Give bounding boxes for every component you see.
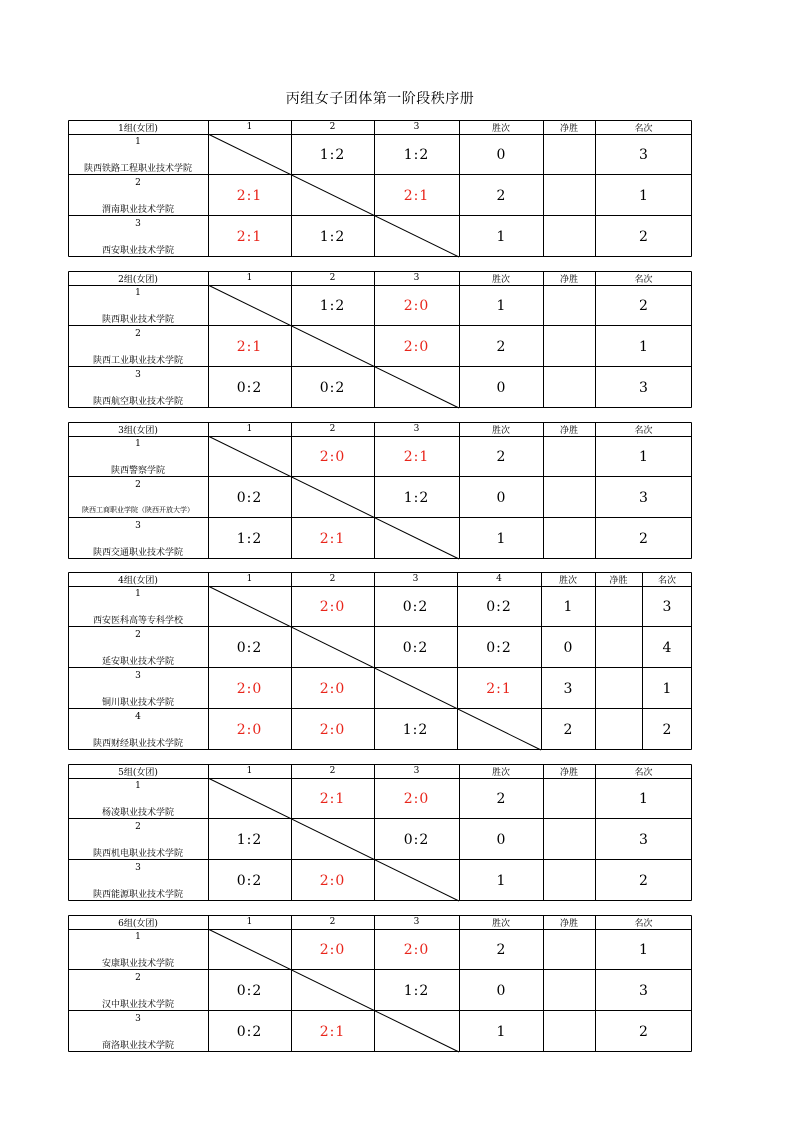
match-score: 2:1 bbox=[319, 530, 346, 547]
match-score: 2:1 bbox=[319, 1023, 346, 1040]
column-header: 1 bbox=[246, 917, 253, 927]
wins-count: 0 bbox=[496, 379, 506, 396]
column-header: 1 bbox=[246, 122, 253, 132]
match-score: 0:2 bbox=[236, 379, 263, 396]
team-number: 1 bbox=[135, 589, 141, 599]
net-wins bbox=[543, 436, 595, 477]
match-score: 2:0 bbox=[236, 721, 263, 738]
match-score: 0:2 bbox=[402, 598, 429, 615]
match-score: 2:0 bbox=[319, 448, 346, 465]
match-score: 1:2 bbox=[319, 297, 346, 314]
column-header: 3 bbox=[413, 424, 420, 434]
team-name: 陕西工商职业学院（陕西开放大学） bbox=[82, 506, 194, 514]
column-header: 名次 bbox=[657, 575, 676, 586]
team-name: 陕西交通职业技术学院 bbox=[92, 547, 183, 558]
column-header: 3 bbox=[413, 273, 420, 283]
group-table bbox=[68, 764, 692, 901]
column-header: 2 bbox=[329, 273, 336, 283]
net-wins bbox=[543, 518, 595, 559]
column-header: 胜次 bbox=[491, 425, 510, 436]
column-header: 2 bbox=[329, 917, 336, 927]
team-number: 2 bbox=[135, 822, 141, 832]
group-table bbox=[68, 572, 692, 750]
match-score: 0:2 bbox=[236, 1023, 263, 1040]
team-name: 西安职业技术学院 bbox=[101, 245, 174, 256]
column-header: 净胜 bbox=[559, 767, 578, 778]
team-name: 延安职业技术学院 bbox=[101, 656, 174, 667]
net-wins bbox=[595, 627, 642, 668]
match-score: 2:1 bbox=[236, 228, 263, 245]
net-wins bbox=[543, 1011, 595, 1052]
team-name: 陕西铁路工程职业技术学院 bbox=[83, 163, 192, 174]
column-header: 名次 bbox=[634, 123, 653, 134]
match-score: 1:2 bbox=[402, 721, 429, 738]
column-header: 净胜 bbox=[609, 575, 628, 586]
team-number: 2 bbox=[135, 630, 141, 640]
wins-count: 3 bbox=[563, 680, 573, 697]
match-score: 2:0 bbox=[236, 680, 263, 697]
net-wins bbox=[543, 929, 595, 970]
group-label: 5组(女团) bbox=[118, 767, 158, 778]
team-name: 陕西航空职业技术学院 bbox=[92, 396, 183, 407]
match-score: 2:0 bbox=[403, 338, 430, 355]
team-number: 1 bbox=[135, 288, 141, 298]
group-table bbox=[68, 422, 692, 559]
team-name: 陕西职业技术学院 bbox=[101, 314, 174, 325]
match-score: 0:2 bbox=[236, 872, 263, 889]
team-name: 铜川职业技术学院 bbox=[101, 697, 174, 708]
wins-count: 1 bbox=[496, 297, 506, 314]
column-header: 1 bbox=[246, 424, 253, 434]
match-score: 2:0 bbox=[319, 598, 346, 615]
group-label: 4组(女团) bbox=[118, 575, 158, 586]
group-label: 6组(女团) bbox=[118, 918, 158, 929]
team-rank: 1 bbox=[639, 448, 648, 465]
team-number: 2 bbox=[135, 329, 141, 339]
column-header: 1 bbox=[246, 766, 253, 776]
column-header: 胜次 bbox=[491, 918, 510, 929]
match-score: 2:1 bbox=[319, 790, 346, 807]
team-number: 2 bbox=[135, 973, 141, 983]
wins-count: 0 bbox=[496, 489, 506, 506]
net-wins bbox=[543, 134, 595, 175]
column-header: 2 bbox=[329, 574, 336, 584]
match-score: 1:2 bbox=[319, 228, 346, 245]
team-number: 1 bbox=[135, 781, 141, 791]
column-header: 名次 bbox=[634, 425, 653, 436]
team-name: 汉中职业技术学院 bbox=[101, 999, 174, 1010]
match-score: 1:2 bbox=[403, 982, 430, 999]
team-rank: 3 bbox=[662, 598, 672, 615]
wins-count: 1 bbox=[563, 598, 573, 615]
match-score: 2:1 bbox=[486, 680, 512, 697]
match-score: 2:0 bbox=[319, 680, 346, 697]
match-score: 2:1 bbox=[403, 187, 430, 204]
team-number: 1 bbox=[135, 439, 141, 449]
match-score: 0:2 bbox=[236, 639, 263, 656]
team-name: 商洛职业技术学院 bbox=[101, 1040, 174, 1051]
wins-count: 2 bbox=[496, 338, 506, 355]
column-header: 1 bbox=[246, 273, 253, 283]
team-rank: 2 bbox=[639, 872, 648, 889]
team-rank: 1 bbox=[639, 187, 648, 204]
match-score: 0:2 bbox=[486, 639, 512, 656]
team-name: 安康职业技术学院 bbox=[101, 958, 174, 969]
net-wins bbox=[543, 285, 595, 326]
wins-count: 2 bbox=[563, 721, 573, 738]
team-rank: 1 bbox=[639, 941, 648, 958]
team-rank: 3 bbox=[639, 379, 648, 396]
net-wins bbox=[543, 860, 595, 901]
column-header: 4 bbox=[496, 574, 502, 584]
team-rank: 2 bbox=[639, 228, 648, 245]
match-score: 2:1 bbox=[236, 338, 263, 355]
team-number: 3 bbox=[135, 370, 141, 380]
group-table bbox=[68, 271, 692, 408]
wins-count: 1 bbox=[496, 530, 506, 547]
column-header: 3 bbox=[412, 574, 419, 584]
team-number: 1 bbox=[135, 137, 141, 147]
team-rank: 3 bbox=[639, 982, 648, 999]
net-wins bbox=[543, 778, 595, 819]
match-score: 2:0 bbox=[403, 941, 430, 958]
column-header: 名次 bbox=[634, 767, 653, 778]
team-rank: 2 bbox=[639, 1023, 648, 1040]
match-score: 2:0 bbox=[319, 872, 346, 889]
match-score: 2:0 bbox=[319, 941, 346, 958]
match-score: 1:2 bbox=[403, 146, 430, 163]
group-table bbox=[68, 915, 692, 1052]
match-score: 2:0 bbox=[403, 297, 430, 314]
group-table bbox=[68, 120, 692, 257]
wins-count: 1 bbox=[496, 228, 506, 245]
match-score: 0:2 bbox=[402, 639, 429, 656]
team-rank: 3 bbox=[639, 489, 648, 506]
net-wins bbox=[543, 367, 595, 408]
column-header: 名次 bbox=[634, 274, 653, 285]
wins-count: 2 bbox=[496, 790, 506, 807]
column-header: 胜次 bbox=[558, 575, 577, 586]
team-rank: 2 bbox=[639, 297, 648, 314]
column-header: 净胜 bbox=[559, 274, 578, 285]
team-number: 2 bbox=[135, 178, 141, 188]
team-number: 4 bbox=[135, 712, 141, 722]
team-number: 1 bbox=[135, 932, 141, 942]
wins-count: 0 bbox=[563, 639, 573, 656]
team-name: 陕西机电职业技术学院 bbox=[92, 848, 183, 859]
team-name: 渭南职业技术学院 bbox=[101, 204, 174, 215]
column-header: 名次 bbox=[634, 918, 653, 929]
wins-count: 0 bbox=[496, 146, 506, 163]
match-score: 1:2 bbox=[319, 146, 346, 163]
team-rank: 2 bbox=[662, 721, 672, 738]
team-name: 西安医科高等专科学校 bbox=[92, 615, 183, 626]
net-wins bbox=[595, 668, 642, 709]
match-score: 1:2 bbox=[236, 530, 263, 547]
team-number: 2 bbox=[135, 480, 141, 490]
team-rank: 1 bbox=[639, 790, 648, 807]
team-rank: 4 bbox=[662, 639, 672, 656]
column-header: 净胜 bbox=[559, 123, 578, 134]
group-label: 3组(女团) bbox=[118, 425, 158, 436]
column-header: 2 bbox=[329, 122, 336, 132]
column-header: 胜次 bbox=[491, 767, 510, 778]
match-score: 2:1 bbox=[236, 187, 263, 204]
net-wins bbox=[543, 175, 595, 216]
wins-count: 2 bbox=[496, 448, 506, 465]
column-header: 2 bbox=[329, 766, 336, 776]
wins-count: 1 bbox=[496, 872, 506, 889]
match-score: 2:0 bbox=[403, 790, 430, 807]
net-wins bbox=[595, 586, 642, 627]
column-header: 净胜 bbox=[559, 425, 578, 436]
team-number: 3 bbox=[135, 219, 141, 229]
column-header: 1 bbox=[246, 574, 253, 584]
column-header: 3 bbox=[413, 917, 420, 927]
net-wins bbox=[543, 326, 595, 367]
match-score: 1:2 bbox=[236, 831, 263, 848]
wins-count: 1 bbox=[496, 1023, 506, 1040]
net-wins bbox=[543, 970, 595, 1011]
team-rank: 2 bbox=[639, 530, 648, 547]
net-wins bbox=[543, 819, 595, 860]
team-name: 陕西警察学院 bbox=[110, 465, 165, 476]
match-score: 0:2 bbox=[486, 598, 512, 615]
match-score: 0:2 bbox=[319, 379, 346, 396]
match-score: 0:2 bbox=[236, 982, 263, 999]
wins-count: 2 bbox=[496, 941, 506, 958]
team-rank: 3 bbox=[639, 831, 648, 848]
net-wins bbox=[543, 216, 595, 257]
column-header: 净胜 bbox=[559, 918, 578, 929]
net-wins bbox=[595, 709, 642, 750]
match-score: 0:2 bbox=[403, 831, 430, 848]
page-title: 丙组女子团体第一阶段秩序册 bbox=[285, 91, 475, 107]
team-rank: 1 bbox=[662, 680, 672, 697]
team-rank: 3 bbox=[639, 146, 648, 163]
column-header: 胜次 bbox=[491, 274, 510, 285]
team-name: 杨凌职业技术学院 bbox=[101, 807, 174, 818]
team-number: 3 bbox=[135, 863, 141, 873]
group-label: 1组(女团) bbox=[118, 123, 158, 134]
column-header: 2 bbox=[329, 424, 336, 434]
team-number: 3 bbox=[135, 521, 141, 531]
column-header: 3 bbox=[413, 766, 420, 776]
column-header: 3 bbox=[413, 122, 420, 132]
wins-count: 0 bbox=[496, 831, 506, 848]
team-rank: 1 bbox=[639, 338, 648, 355]
team-number: 3 bbox=[135, 1014, 141, 1024]
group-label: 2组(女团) bbox=[118, 274, 158, 285]
net-wins bbox=[543, 477, 595, 518]
match-score: 2:1 bbox=[403, 448, 430, 465]
team-name: 陕西工业职业技术学院 bbox=[92, 355, 183, 366]
team-name: 陕西财经职业技术学院 bbox=[92, 738, 183, 749]
match-score: 1:2 bbox=[403, 489, 430, 506]
match-score: 0:2 bbox=[236, 489, 263, 506]
match-score: 2:0 bbox=[319, 721, 346, 738]
team-number: 3 bbox=[135, 671, 141, 681]
column-header: 胜次 bbox=[491, 123, 510, 134]
wins-count: 2 bbox=[496, 187, 506, 204]
wins-count: 0 bbox=[496, 982, 506, 999]
team-name: 陕西能源职业技术学院 bbox=[92, 889, 183, 900]
